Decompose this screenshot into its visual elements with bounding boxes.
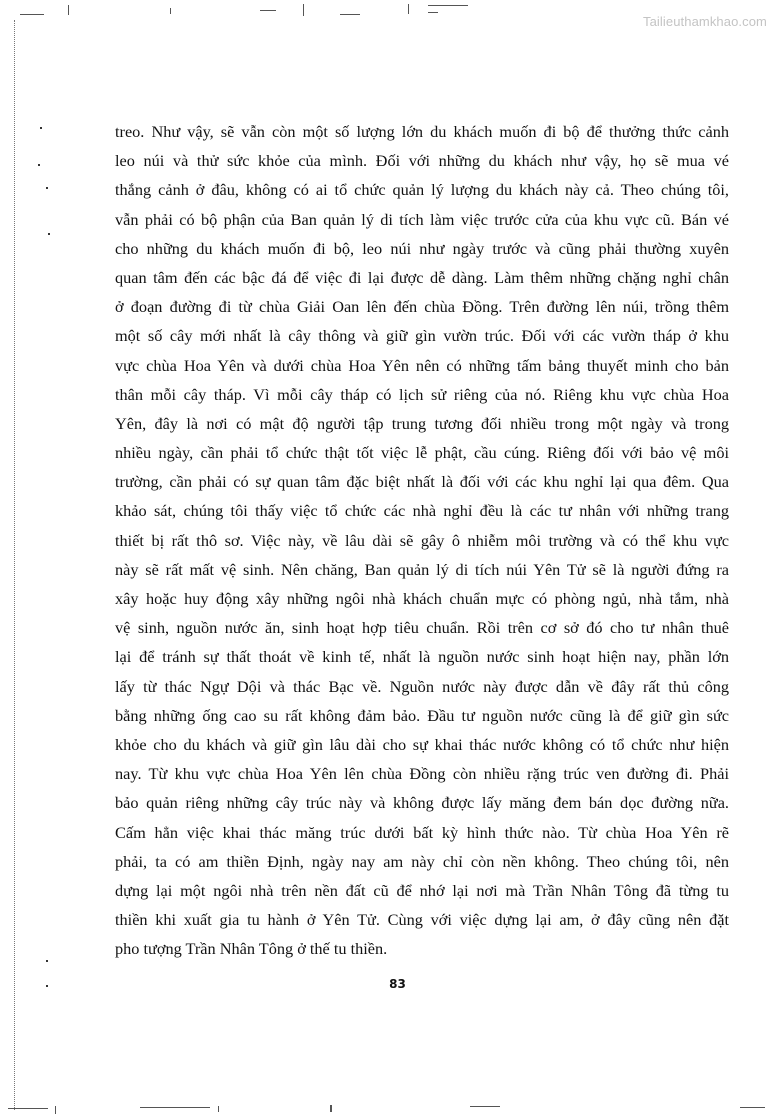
text-line: khảo sát, chúng tôi thấy việc tổ chức các nhà nghỉ đều là các tư nhân với những trang <box>115 501 729 521</box>
watermark: Tailieuthamkhao.com <box>642 14 767 29</box>
text-line: vực chùa Hoa Yên và dưới chùa Hoa Yên nên có những tấm bảng thuyết minh cho bản <box>115 355 729 375</box>
text-line: leo núi và thử sức khỏe của mình. Đối với những du khách như vậy, họ sẽ mua vé <box>115 151 729 171</box>
page-number: 83 <box>389 977 406 991</box>
text-line: dựng lại một ngôi nhà trên nền đất cũ để nhớ lại nơi mà Trần Nhân Tông đã từng tu <box>115 880 729 900</box>
text-line: thiền khi xuất gia tu hành ở Yên Tử. Cùng với việc dựng lại am, ở đây cũng nên đặt <box>115 910 729 930</box>
text-line: Cấm hẳn việc khai thác măng trúc dưới bất kỳ hình thức nào. Từ chùa Hoa Yên rẽ <box>115 822 729 842</box>
text-line: treo. Như vậy, sẽ vẫn còn một số lượng lớn du khách muốn đi bộ để thưởng thức cảnh <box>115 122 729 141</box>
text-line: quan tâm đến các bậc đá để việc đi lại được dễ dàng. Làm thêm những chặng nghỉ chân <box>115 267 729 287</box>
scan-speck <box>46 960 48 962</box>
scan-speck <box>40 127 42 129</box>
text-line: thắng cảnh ở đâu, không có ai tổ chức quản lý lượng du khách này cả. Theo chúng tôi, <box>115 180 729 200</box>
scan-speck <box>38 164 40 166</box>
text-line: pho tượng Trần Nhân Tông ở thế tu thiền. <box>115 939 388 959</box>
text-line: vệ sinh, nguồn nước ăn, sinh hoạt hợp tiêu chuẩn. Rồi trên cơ sở đó cho tư nhân thuê <box>115 618 729 638</box>
document-body <box>115 117 729 963</box>
text-line: vẫn phải có bộ phận của Ban quản lý di tích làm việc trước cửa của khu vực cũ. Bán vé <box>115 209 729 229</box>
scan-margin-artifact <box>14 20 16 1110</box>
text-line: xây hoặc huy động xây những ngôi nhà khách chuẩn mực có phòng ngủ, nhà tắm, nhà <box>115 589 729 608</box>
scan-noise-top <box>0 2 775 12</box>
text-line: bằng những ống cao su rất không đảm bảo. Đầu tư nguồn nước cũng là để giữ gìn sức <box>115 705 729 725</box>
text-line: bảo quản riêng những cây trúc này và không được lấy măng đem bán dọc đường nữa. <box>115 793 729 813</box>
scan-noise-bottom <box>0 1104 775 1114</box>
text-line: thiết bị rất thô sơ. Việc này, về lâu dài sẽ gây ô nhiễm môi trường và có thể khu vực <box>115 530 729 550</box>
text-line: trường, cần phải có sự quan tâm đặc biệt nhất là đối với các khu nghỉ lại qua đêm. Qua <box>115 472 729 492</box>
text-line: Yên, đây là nơi có mật độ người tập trung tương đối nhiều trong một ngày và trong <box>115 413 729 433</box>
text-line: thân mỗi cây tháp. Vì mỗi cây tháp có lịch sử riêng của nó. Riêng khu vực chùa Hoa <box>115 384 729 404</box>
text-line: nay. Từ khu vực chùa Hoa Yên lên chùa Đồng còn nhiều rặng trúc ven đường đi. Phải <box>115 764 729 784</box>
text-line: lấy từ thác Ngự Dội và thác Bạc về. Nguồn nước này được dẫn về đây rất thủ công <box>115 676 729 696</box>
text-line: cho những du khách muốn đi bộ, leo núi như ngày trước và cũng phải thường xuyên <box>115 238 729 258</box>
scan-speck <box>48 233 50 235</box>
text-line: nhiều ngày, cần phải tổ chức thật tốt việc lễ phật, cầu cúng. Riêng đối với bảo vệ môi <box>115 443 729 463</box>
text-line: này sẽ rất mất vệ sinh. Nên chăng, Ban quản lý di tích núi Yên Tử sẽ là người đứng ra <box>115 559 729 579</box>
text-line: một số cây mới nhất là cây thông và giữ gìn vườn trúc. Đối với các vườn tháp ở khu <box>115 326 729 346</box>
text-line: phải, ta có am thiền Định, ngày nay am này chỉ còn nền không. Theo chúng tôi, nên <box>115 851 729 871</box>
text-line: khỏe cho du khách và giữ gìn lâu dài cho sự khai thác nước không có tổ chức như hiện <box>115 734 729 754</box>
scan-speck <box>46 187 48 189</box>
text-line: ở đoạn đường đi từ chùa Giải Oan lên đến chùa Đồng. Trên đường lên núi, trồng thêm <box>115 297 729 317</box>
text-line: lại để tránh sự thất thoát về kinh tế, nhất là nguồn nước sinh hoạt hiện nay, phần lớn <box>115 647 729 667</box>
